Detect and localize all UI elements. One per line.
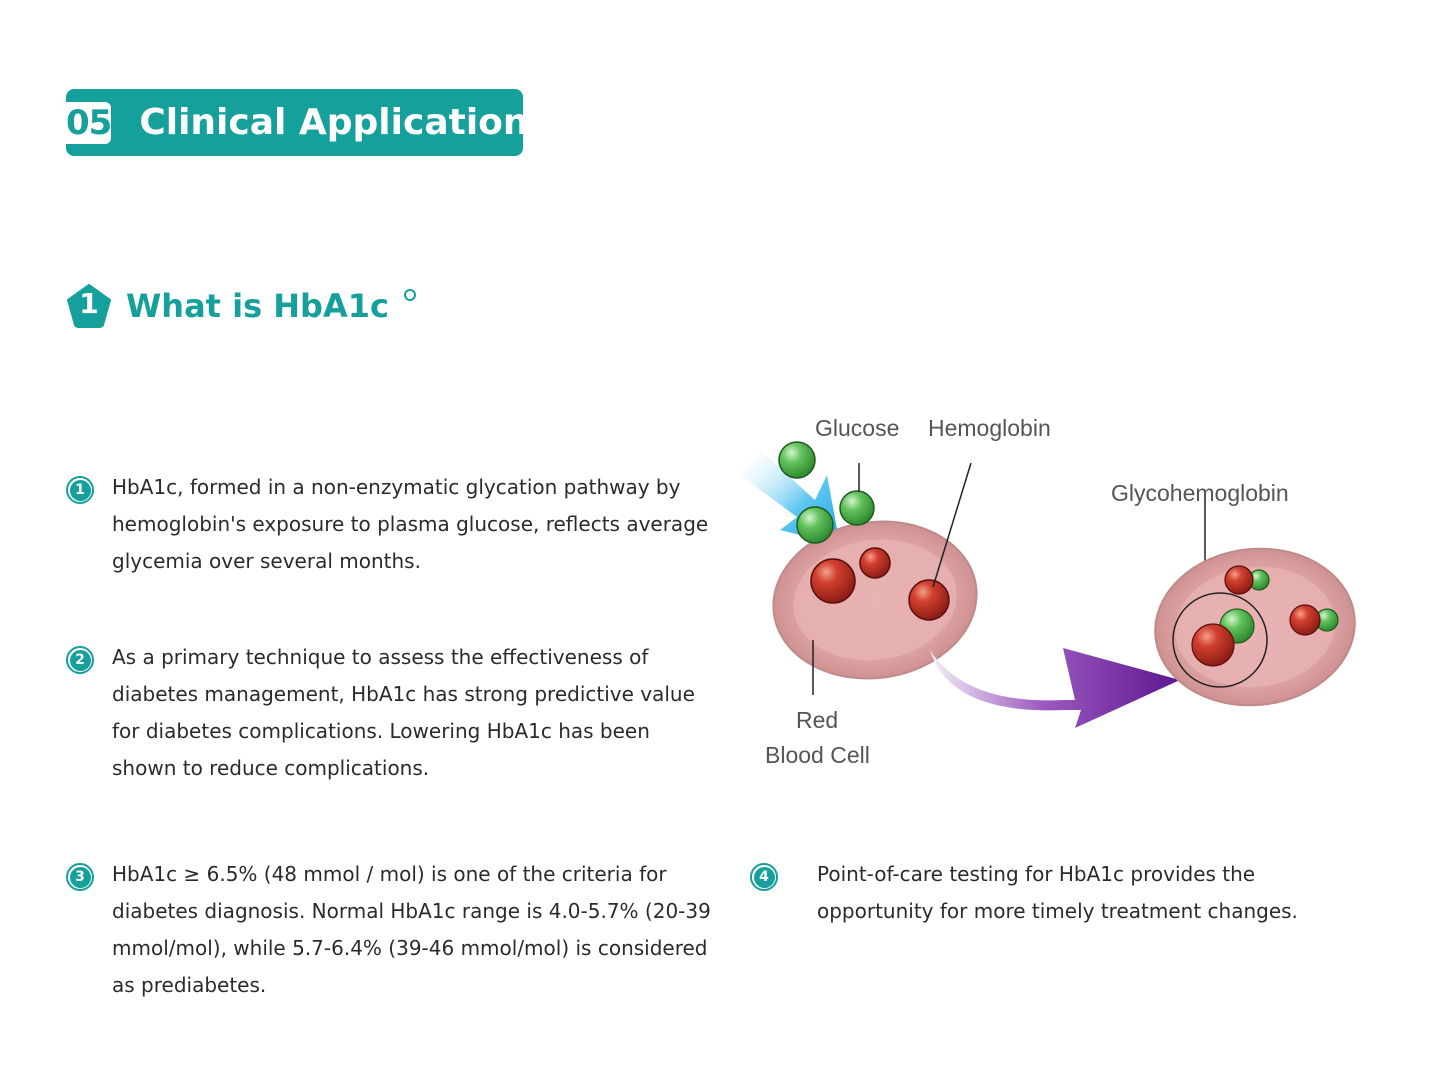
hemoglobin-molecule — [811, 559, 855, 603]
transform-arrow — [930, 648, 1180, 728]
pentagon-number-icon — [66, 283, 112, 329]
glucose-molecule — [779, 442, 815, 478]
number-badge-icon: 4 — [750, 863, 778, 891]
section-title: Clinical Application — [139, 102, 529, 143]
point-item — [66, 859, 712, 1004]
subsection-title: What is HbA1c — [126, 287, 389, 325]
point-item — [750, 859, 1377, 930]
hemoglobin-label: Hemoglobin — [928, 415, 1051, 441]
glucose-molecule — [797, 507, 833, 543]
hemoglobin-molecule — [860, 548, 890, 578]
point-text: As a primary technique to assess the effectiveness of diabetes management, HbA1c has strong predictive value for diabetes complications. Lowering HbA1c has been shown to reduce complications. — [112, 645, 695, 780]
point-text: Point-of-care testing for HbA1c provides the opportunity for more timely treatment changes. — [817, 862, 1298, 923]
glucose-molecule — [840, 491, 874, 525]
glycohemoglobin-label: Glycohemoglobin — [1111, 480, 1289, 506]
subsection-header — [66, 283, 417, 329]
point-text: HbA1c ≥ 6.5% (48 mmol / mol) is one of the criteria for diabetes diagnosis. Normal HbA1c range is 4.0-5.7% (20-39 mmol/mol), while 5.7-6.4% (39-46 mmol/mol) is considered as prediabetes. — [112, 862, 711, 997]
glycohemoglobin-molecule — [1290, 605, 1320, 635]
glycation-diagram — [735, 405, 1375, 785]
subsection-number: 1 — [79, 287, 99, 320]
point-text: HbA1c, formed in a non-enzymatic glycation pathway by hemoglobin's exposure to plasma glucose, reflects average glycemia over several months. — [112, 475, 709, 573]
section-number: 05 — [66, 102, 112, 143]
number-badge-icon: 1 — [66, 476, 94, 504]
glycohemoglobin-molecule — [1225, 566, 1253, 594]
circle-decoration-icon — [403, 288, 417, 302]
hemoglobin-molecule — [909, 580, 949, 620]
number-badge-icon: 3 — [66, 863, 94, 891]
number-badge-icon: 2 — [66, 646, 94, 674]
glycohemoglobin-molecule — [1192, 624, 1234, 666]
rbc-label-line2: Blood Cell — [765, 742, 870, 768]
section-header — [66, 89, 529, 156]
point-item — [66, 472, 712, 580]
rbc-label-line1: Red — [796, 707, 839, 733]
point-item — [66, 642, 712, 787]
glucose-label: Glucose — [815, 415, 900, 441]
